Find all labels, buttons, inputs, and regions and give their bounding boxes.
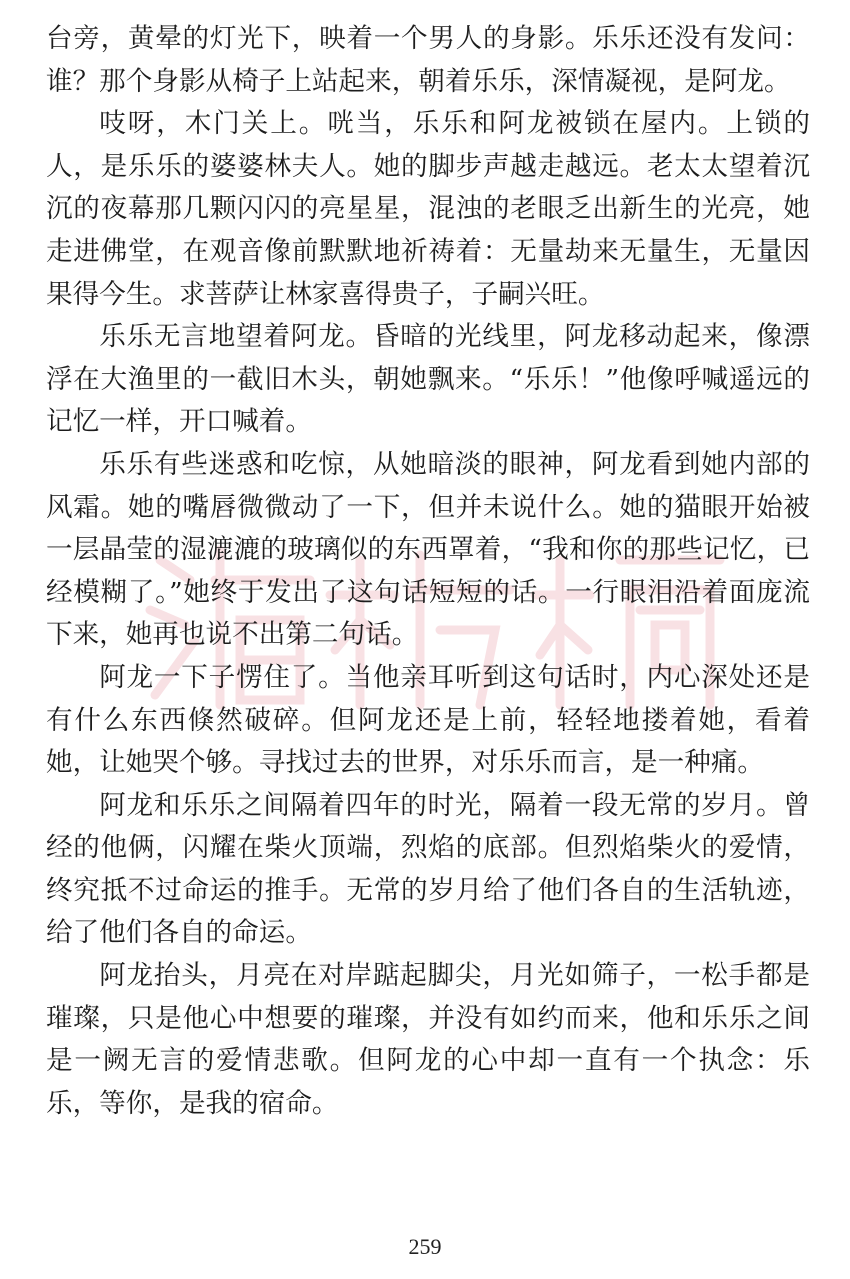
paragraph-6: 阿龙和乐乐之间隔着四年的时光，隔着一段无常的岁月。曾经的他俩，闪耀在柴火顶端，烈焰的底部。但烈焰柴火的爱情，终究抵不过命运的推手。无常的岁月给了他们各自的生活轨迹，给了他们各自的命运。 xyxy=(46,789,810,949)
paragraph-3: 乐乐无言地望着阿龙。昏暗的光线里，阿龙移动起来，像漂浮在大渔里的一截旧木头，朝她飘来。“乐乐！”他像呼喊遥远的记忆一样，开口喊着。 xyxy=(46,321,810,438)
page-number: 259 xyxy=(408,1234,442,1259)
paragraph-5: 阿龙一下子愣住了。当他亲耳听到这句话时，内心深处还是有什么东西倏然破碎。但阿龙还是上前，轻轻地搂着她，看着她，让她哭个够。寻找过去的世界，对乐乐而言，是一种痛。 xyxy=(46,661,810,779)
paragraph-7: 阿龙抬头，月亮在对岸踮起脚尖，月光如筛子，一松手都是璀璨，只是他心中想要的璀璨，并没有如约而来，他和乐乐之间是一阙无言的爱情悲歌。但阿龙的心中却一直有一个执念：乐乐，等你，是我的宿命。 xyxy=(46,960,810,1119)
body-text xyxy=(46,18,810,1125)
paragraph-2: 吱呀，木门关上。咣当，乐乐和阿龙被锁在屋内。上锁的人，是乐乐的婆婆林夫人。她的脚步声越走越远。老太太望着沉沉的夜幕那几颗闪闪的亮星星，混浊的老眼乏出新生的光亮，她走进佛堂，在观音像前默默地祈祷着：无量劫来无量生，无量因果得今生。求菩萨让林家喜得贵子，子嗣兴旺。 xyxy=(46,108,810,310)
paragraph-4: 乐乐有些迷惑和吃惊，从她暗淡的眼神，阿龙看到她内部的风霜。她的嘴唇微微动了一下，但并未说什么。她的猫眼开始被一层晶莹的湿漉漉的玻璃似的东西罩着，“我和你的那些记忆，已经模糊了。”她终于发出了这句话短短的话。一行眼泪沿着面庞流下来，她再也说不出第二句话。 xyxy=(46,448,810,651)
paragraph-1: 台旁，黄晕的灯光下，映着一个男人的身影。乐乐还没有发问：谁？那个身影从椅子上站起来，朝着乐乐，深情凝视，是阿龙。 xyxy=(46,23,810,97)
